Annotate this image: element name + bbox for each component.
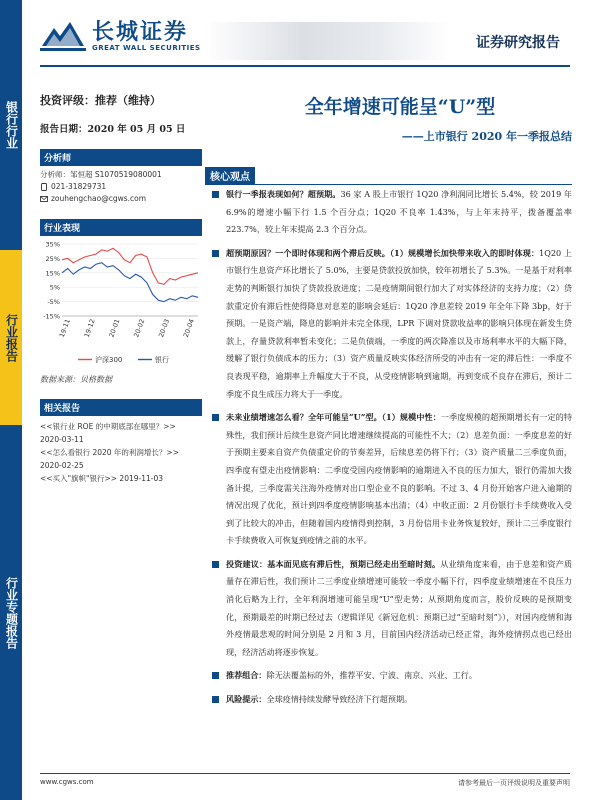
great-wall-logo-icon xyxy=(40,20,86,52)
performance-chart-svg xyxy=(40,238,202,368)
key-point-text: 一季度规模的超预期增长有一定的特殊性，我们预计后续生息资产同比增速继续提高的可能性不大；（2）息差负面：一季度息差的好于预期主要来自资产负债重定价的节奏差异，后续息差仍将下行；（3）资产质量二三季度负面，四季度有望走出疫情影响：二季度受国内疫情影响的逾期进入不良的压力加大，银行仍需加大拨备计提，三季度需关注海外疫情对出口型企业不良的影响。不过 3、4 月份开始客户进入逾期的情况出现了优化，预计到四季度疫情影响基本出清；（4）中收正面：2 月份银行卡手续费收入受到了比较大的冲击，但随着国内疫情得到控制，3 月份信用卡业务恢复较好，预计二三季度银行卡手续费收入可恢复到疫情之前的水平。 xyxy=(226,412,572,546)
x-tick-label: 20-02 xyxy=(132,317,147,339)
x-tick-label: 20-01 xyxy=(107,317,122,339)
left-tab-label: 银行行业 xyxy=(4,101,19,149)
y-tick-label: 5% xyxy=(49,283,60,292)
footer-divider xyxy=(40,773,570,774)
bullet-icon xyxy=(212,696,219,703)
report-date: 报告日期：2020 年 05 月 05 日 xyxy=(40,124,186,135)
core-views-header xyxy=(205,165,572,185)
key-point xyxy=(212,556,572,662)
bullet-icon xyxy=(212,250,219,257)
key-point-text: 除无法覆盖标的外，推荐平安、宁波、南京、兴业、工行。 xyxy=(266,670,477,681)
left-tab-label: 行业专题报告 xyxy=(4,576,19,649)
analyst-section-title: 分析师 xyxy=(40,149,202,166)
bullet-icon xyxy=(212,414,219,421)
analyst-email[interactable]: zouhengchao@cgws.com xyxy=(51,194,147,203)
key-point-text: 36 家 A 股上市银行 1Q20 净利润同比增长 5.4%，较 2019 年 6.9%的增速小幅下行 1.5 个百分点；1Q20 不良率 1.43%，与上年末持平，拨备覆盖率 223.7%，较上年末提高 2.3 个百分点。 xyxy=(226,189,572,235)
performance-chart xyxy=(40,238,202,368)
sidebar xyxy=(40,92,202,485)
chart-source: 数据来源：贝格数据 xyxy=(40,375,112,384)
y-tick-label: -15% xyxy=(43,312,60,321)
related-reports xyxy=(40,420,202,485)
analyst-info xyxy=(40,169,202,205)
related-report-title[interactable]: <<怎么看银行 2020 年的利润增长？>> xyxy=(40,448,179,457)
key-point-heading: 推荐组合： xyxy=(226,670,267,681)
bullet-icon xyxy=(212,191,219,198)
investment-rating: 投资评级：推荐（维持） xyxy=(40,94,161,107)
bullet-icon xyxy=(212,672,219,679)
key-point-heading: 投资建议：基本面见底有滞后性，预期已经走出至暗时刻。 xyxy=(226,558,441,569)
header-divider xyxy=(40,65,570,67)
footer-website[interactable]: www.cgws.com xyxy=(40,778,94,786)
phone-icon xyxy=(40,183,48,191)
analyst-phone: 021-31829731 xyxy=(51,182,107,191)
x-tick-label: 19-11 xyxy=(57,317,72,339)
bullet-icon xyxy=(212,561,219,568)
company-logo xyxy=(40,20,201,52)
series-line-bank xyxy=(62,263,198,302)
legend-label: 沪深300 xyxy=(95,356,123,364)
key-point-heading: 超预期原因？一个即时体现和两个滞后反映。（1）规模增长加快带来收入的即时体现： xyxy=(226,247,540,258)
report-subtitle: ——上市银行 2020 年一季报总结 xyxy=(401,130,572,143)
footer-disclaimer: 请参考最后一页评级说明及重要声明 xyxy=(458,779,570,787)
y-tick-label: 35% xyxy=(45,240,60,249)
left-tab-bank-industry xyxy=(0,0,22,250)
logo-chinese: 长城证券 xyxy=(92,19,189,45)
left-tab-label: 行业报告 xyxy=(4,313,19,362)
related-report-title[interactable]: <<银行业 ROE 的中期底部在哪里？>> xyxy=(40,422,176,431)
related-section-title: 相关报告 xyxy=(40,399,202,416)
header-decoration xyxy=(205,22,450,60)
key-point-heading: 银行一季报表现如何？超预期。 xyxy=(226,189,341,199)
key-point-text: 1Q20 上市银行生息资产环比增长了 5.0%，主要是贷款投放加快，较年初增长了 5.3%。一是基于对利率走势的判断银行加快了贷款投放进度；二是疫情期间银行加大了对实体经济的支持力度；（2）贷款重定价有滞后性使得降息对息差的影响会延后：1Q20 净息差较 2019 年全年下降 3bp，好于预期。一是资产端，降息的影响并未完全体现，LPR 下调对贷款收益率的影响只体现在新发生贷款上，存量贷款利率暂未变化；二是负债端，一季度的两次降准以及市场利率水平的大幅下降，缓解了银行负债成本的压力；（3）资产质量反映实体经济所受的冲击有一定的滞后性：一季度不良表现平稳，逾期率上升幅度大于不良，从受疫情影响到逾期，再到变成不良存在滞后，预计二季度不良生成压力将大于一季度。 xyxy=(226,247,572,399)
y-tick-label: 15% xyxy=(45,269,60,278)
document-type: 证券研究报告 xyxy=(476,35,560,51)
related-report-date: 2020-03-11 xyxy=(40,435,84,444)
y-tick-label: -5% xyxy=(47,298,60,307)
key-point-heading: 风险提示： xyxy=(226,694,267,705)
main-content xyxy=(212,186,572,715)
key-point-heading: 未来业绩增速怎么看？全年可能呈“U”型。（1）规模中性： xyxy=(226,412,441,423)
performance-section-title: 行业表现 xyxy=(40,219,202,236)
related-report-title[interactable]: <<买入"旗帜"银行>> 2019-11-03 xyxy=(40,474,164,483)
key-point xyxy=(212,667,572,685)
key-point xyxy=(212,691,572,709)
core-views-title: 核心观点 xyxy=(205,167,255,184)
analyst-email-row xyxy=(40,193,202,205)
key-point-text: 从业绩角度来看，由于息差和资产质量存在滞后性，我们预计二三季度业绩增速可能较一季度小幅下行，四季度业绩增速在不良压力消化后略为上行，全年利润增速可能呈现“U”型走势；从预期角度而言，股价反映的是预期变化，预期最差的时期已经过去（逻辑详见《新冠危机：预期已过“至暗时刻”》），对国内疫情和海外疫情最悲观的时间分别是 2 月和 3 月，目前国内经济活动已经正常，海外疫情拐点也已经出现，经济活动将逐步恢复。 xyxy=(226,558,572,657)
key-point xyxy=(212,186,572,239)
x-tick-label: 20-03 xyxy=(157,317,172,339)
key-point xyxy=(212,409,572,550)
analyst-name: 分析师：邹恒超 S1070519080001 xyxy=(40,170,162,179)
y-tick-label: 25% xyxy=(45,254,60,263)
key-point xyxy=(212,245,572,403)
logo-english: GREAT WALL SECURITIES xyxy=(92,44,201,52)
key-point-text: 全球疫情持续发酵导致经济下行超预期。 xyxy=(266,694,413,705)
x-tick-label: 19-12 xyxy=(82,317,97,339)
email-icon xyxy=(40,195,48,203)
x-tick-label: 20-04 xyxy=(181,317,196,339)
report-title: 全年增速可能呈“U”型 xyxy=(304,96,496,118)
related-report-date: 2020-02-25 xyxy=(40,461,84,470)
left-tab-industry-report xyxy=(0,250,22,425)
legend-label: 银行 xyxy=(155,356,169,364)
left-tab-industry-special xyxy=(0,425,22,800)
analyst-phone-row xyxy=(40,181,202,193)
